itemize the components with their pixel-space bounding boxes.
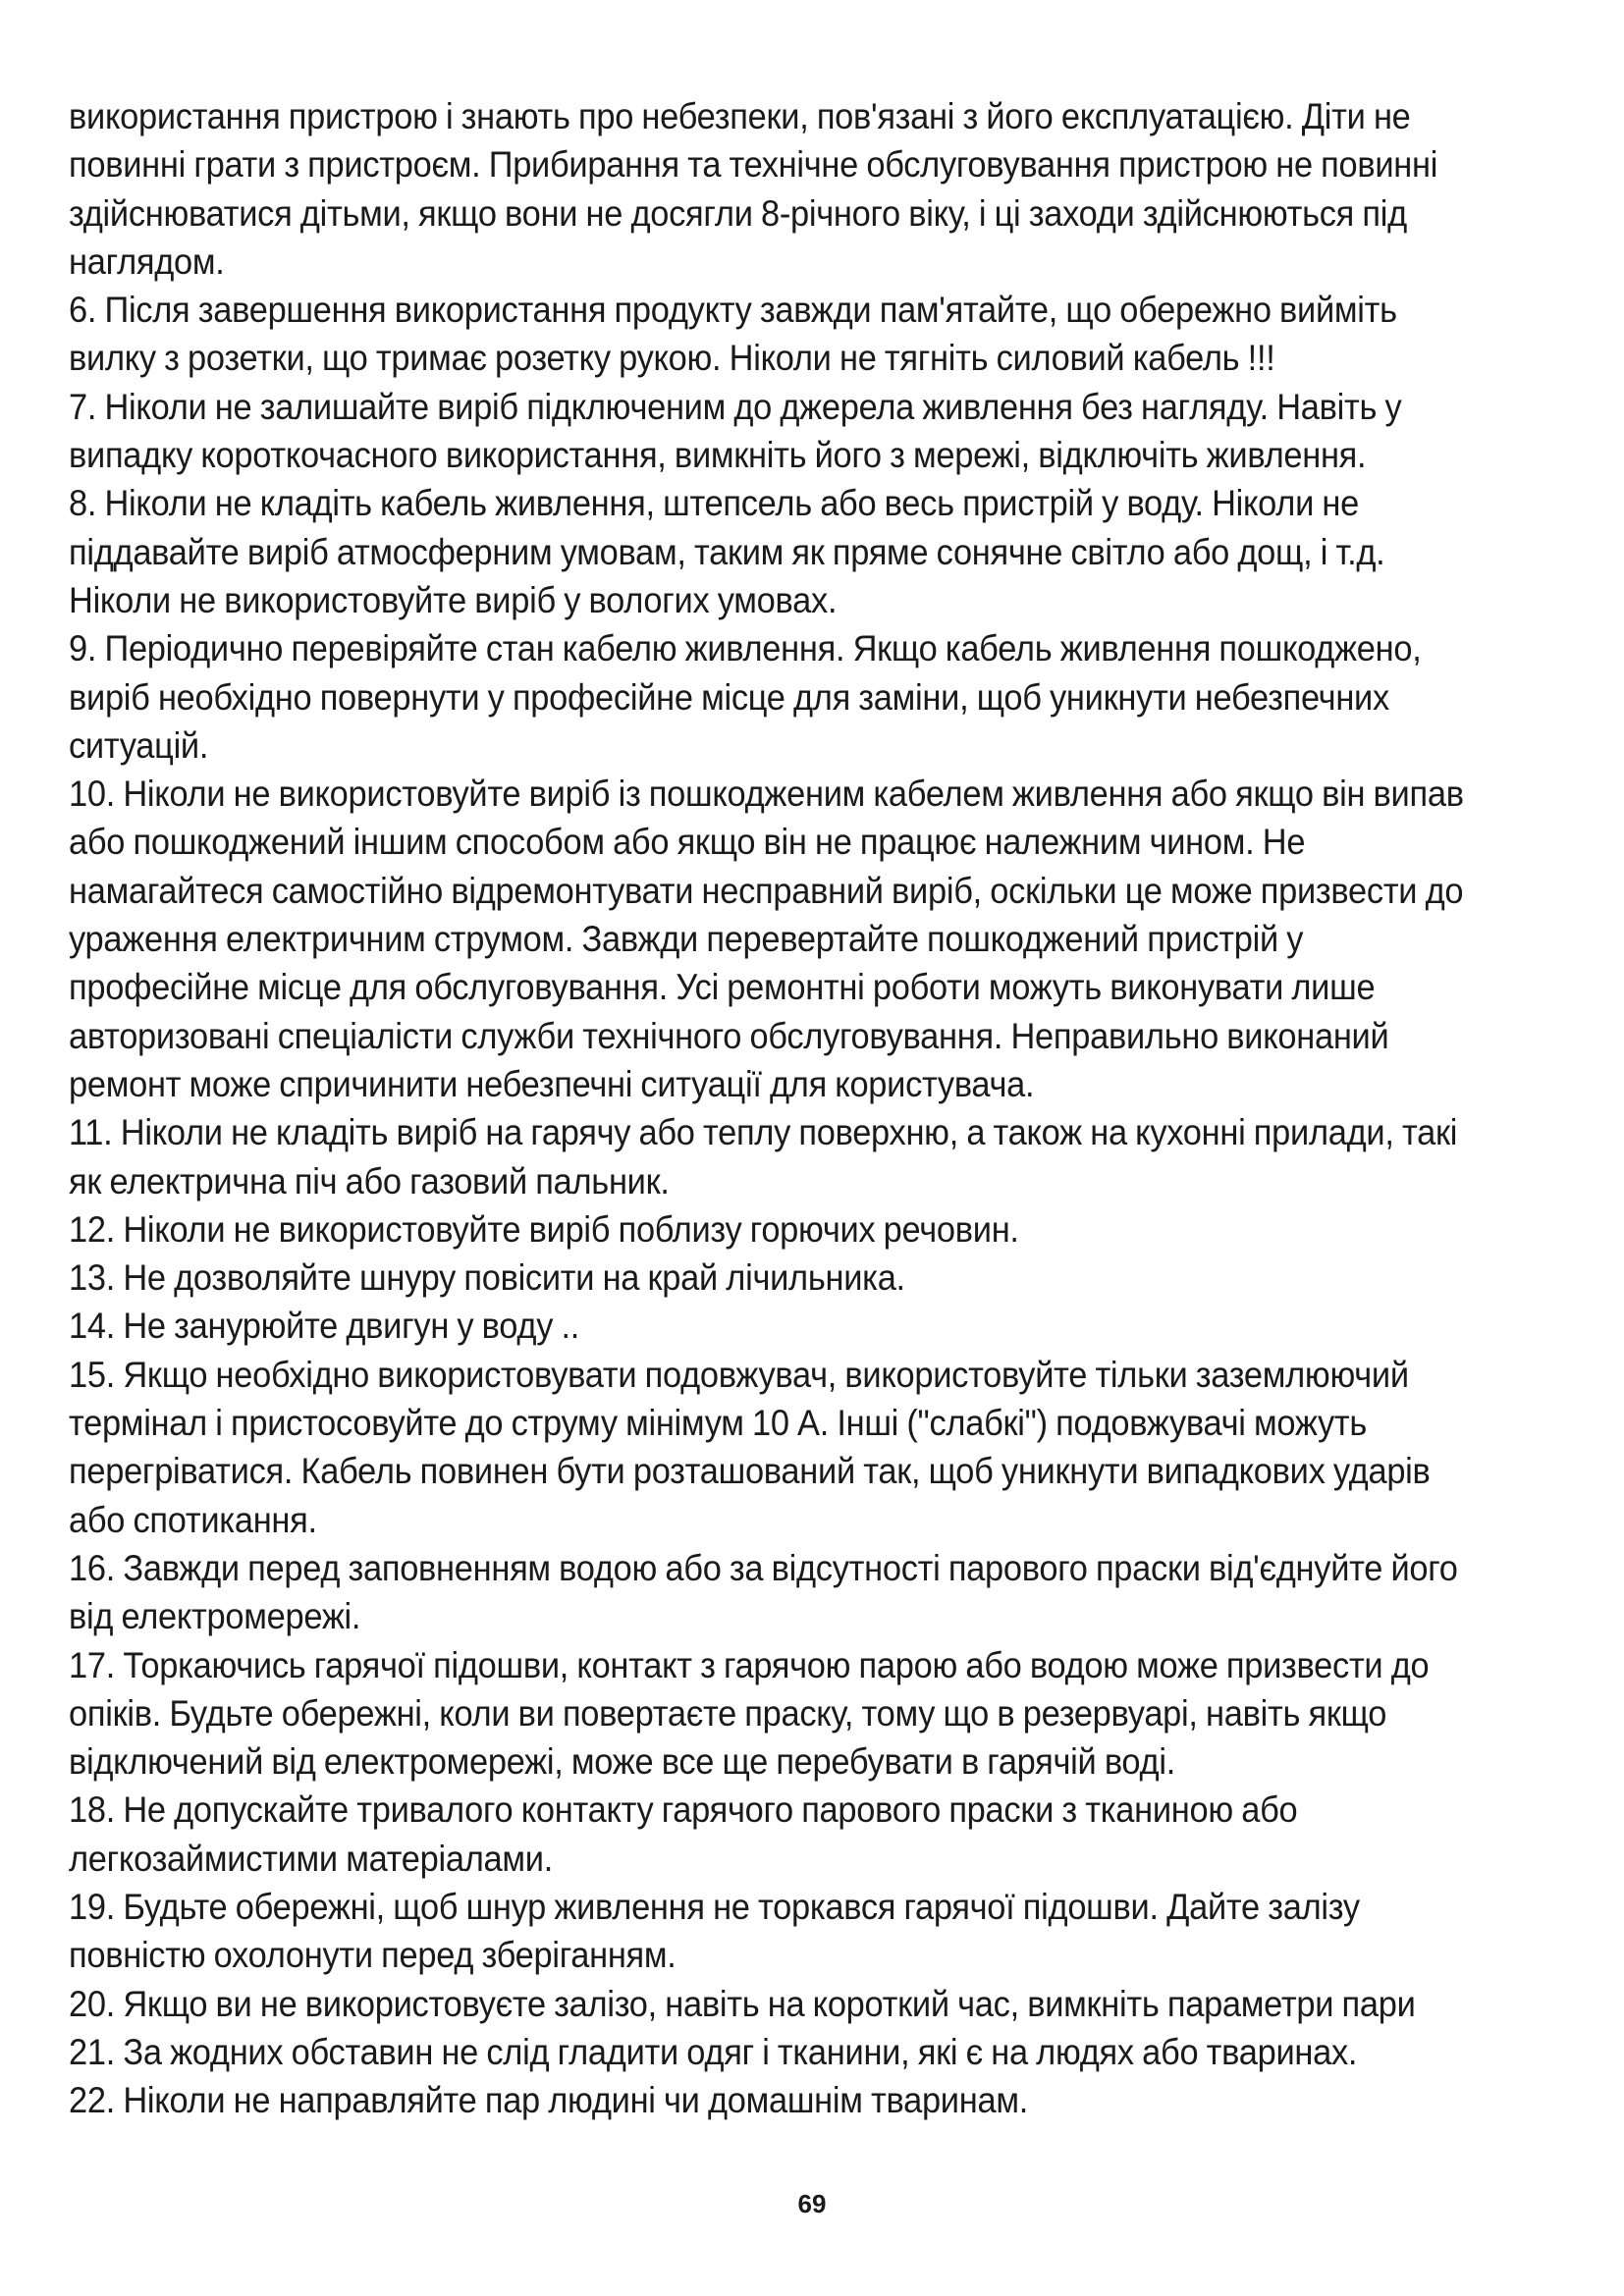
paragraph-continuation: використання пристрою і знають про небезпеки, пов'язані з його експлуатацією. Діти не повинні грати з пристроєм. Прибирання та технічне обслуговування пристрою не повинні здійснюватися дітьми, якщо вони не досягли 8-річного віку, і ці заходи здійснюються під наглядом. bbox=[69, 96, 1438, 282]
paragraph-item-19: 19. Будьте обережні, щоб шнур живлення не торкався гарячої підошви. Дайте залізу повністю охолонути перед зберіганням. bbox=[69, 1886, 1360, 1976]
paragraph-item-16: 16. Завжди перед заповненням водою або за відсутності парового праски від'єднуйте його від електромережі. bbox=[69, 1547, 1458, 1637]
paragraph-item-21: 21. За жодних обставин не слід гладити одяг і тканини, які є на людях або тваринах. bbox=[69, 2031, 1358, 2072]
paragraph-item-6: 6. Після завершення використання продукту завжди пам'ятайте, що обережно вийміть вилку з розетки, що тримає розетку рукою. Ніколи не тягніть силовий кабель !!! bbox=[69, 290, 1397, 379]
document-body bbox=[69, 92, 1466, 2124]
paragraph-item-17: 17. Торкаючись гарячої підошви, контакт з гарячою парою або водою може призвести до опіків. Будьте обережні, коли ви повертаєте праску, тому що в резервуарі, навіть якщо відключений від електромережі, може все ще перебувати в гарячій воді. bbox=[69, 1644, 1430, 1783]
paragraph-item-15: 15. Якщо необхідно використовувати подовжувач, використовуйте тільки заземлюючий термінал і пристосовуйте до струму мінімум 10 А. Інші ("слабкі") подовжувачі можуть перегріватися. Кабель повинен бути розташований так, щоб уникнути випадкових ударів або спотикання. bbox=[69, 1354, 1431, 1540]
paragraph-item-10: 10. Ніколи не використовуйте виріб із пошкодженим кабелем живлення або якщо він випав або пошкоджений іншим способом або якщо він не працює належним чином. Не намагайтеся самостійно відремонтувати несправний виріб, оскільки це може призвести до ураження електричним струмом. Завжди перевертайте пошкоджений пристрій у професійне місце для обслуговування. Усі ремонтні роботи можуть виконувати лише авторизовані спеціалісти служби технічного обслуговування. Неправильно виконаний ремонт може спричинити небезпечні ситуації для користувача. bbox=[69, 774, 1464, 1104]
paragraph-item-8: 8. Ніколи не кладіть кабель живлення, штепсель або весь пристрій у воду. Ніколи не піддавайте виріб атмосферним умовам, таким як пряме сонячне світло або дощ, і т.д. Ніколи не використовуйте виріб у вологих умовах. bbox=[69, 483, 1385, 620]
paragraph-item-11: 11. Ніколи не кладіть виріб на гарячу або теплу поверхню, а також на кухонні прилади, такі як електрична піч або газовий пальник. bbox=[69, 1112, 1458, 1201]
paragraph-item-9: 9. Періодично перевіряйте стан кабелю живлення. Якщо кабель живлення пошкоджено, виріб необхідно повернути у професійне місце для заміни, щоб уникнути небезпечних ситуацій. bbox=[69, 628, 1422, 766]
paragraph-item-12: 12. Ніколи не використовуйте виріб поблизу горючих речовин. bbox=[69, 1208, 1019, 1250]
paragraph-item-20: 20. Якщо ви не використовуєте залізо, навіть на короткий час, вимкніть параметри пари bbox=[69, 1983, 1416, 2024]
paragraph-item-18: 18. Не допускайте тривалого контакту гарячого парового праски з тканиною або легкозаймистими матеріалами. bbox=[69, 1789, 1298, 1879]
paragraph-item-22: 22. Ніколи не направляйте пар людині чи домашнім тваринам. bbox=[69, 2080, 1028, 2121]
paragraph-item-14: 14. Не занурюйте двигун у воду .. bbox=[69, 1306, 580, 1347]
paragraph-item-7: 7. Ніколи не залишайте виріб підключеним до джерела живлення без нагляду. Навіть у випадку короткочасного використання, вимкніть його з мережі, відключіть живлення. bbox=[69, 386, 1402, 476]
paragraph-item-13: 13. Не дозволяйте шнуру повісити на край лічильника. bbox=[69, 1257, 905, 1299]
page-number: 69 bbox=[797, 2189, 827, 2218]
